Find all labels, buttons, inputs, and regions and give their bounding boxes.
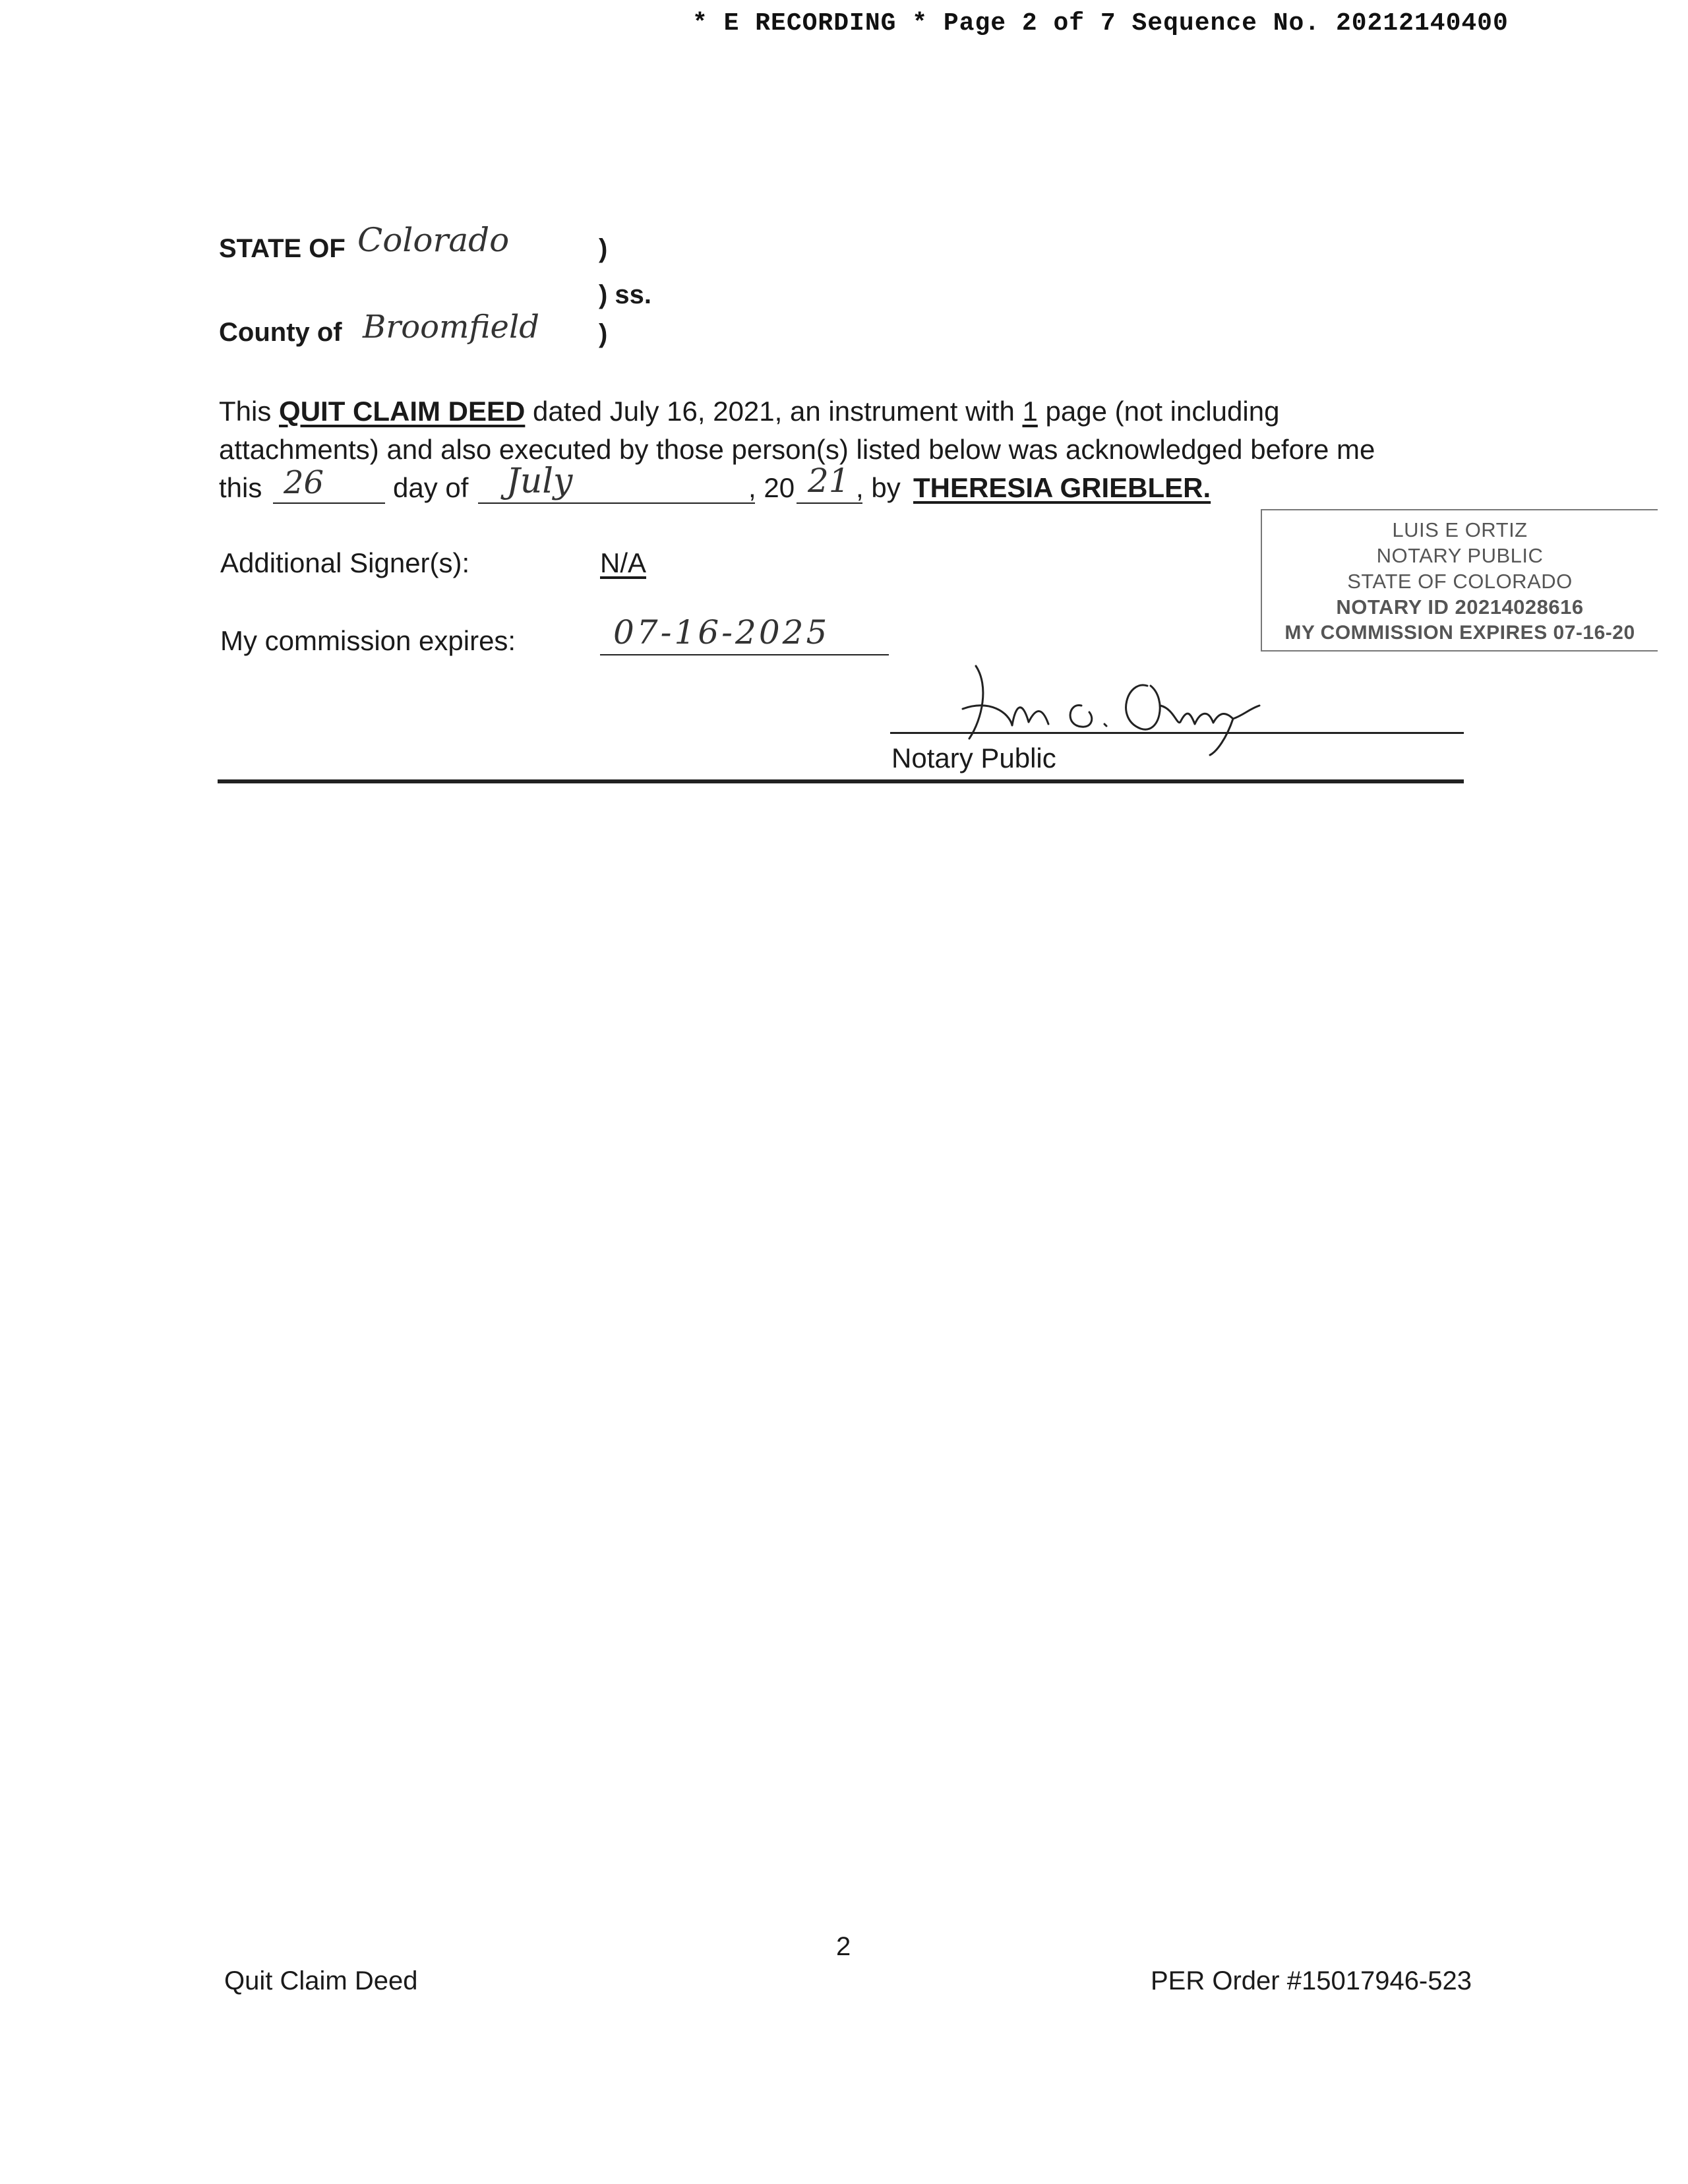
state-value: Colorado xyxy=(357,221,510,259)
county-value: Broomfield xyxy=(363,309,540,346)
ack-this-2: this xyxy=(219,472,262,503)
state-label: STATE OF xyxy=(219,234,346,263)
section-divider xyxy=(218,779,1464,783)
stamp-notary-id: NOTARY ID 20214028616 xyxy=(1336,595,1584,619)
additional-signers-label: Additional Signer(s): xyxy=(220,547,470,578)
stamp-state: STATE OF COLORADO xyxy=(1347,570,1573,593)
commission-underline xyxy=(600,654,889,655)
day-underline xyxy=(273,502,385,504)
stamp-title: NOTARY PUBLIC xyxy=(1376,544,1544,567)
ack-line-2: attachments) and also executed by those person(s) listed below was acknowledged before me xyxy=(219,434,1375,465)
month-value: July xyxy=(506,462,573,501)
page-number: 2 xyxy=(836,1932,851,1961)
ack-page-note: page (not including xyxy=(1045,396,1280,427)
year-underline xyxy=(797,502,862,504)
commission-value: 07-16-2025 xyxy=(613,613,830,652)
footer-document-name: Quit Claim Deed xyxy=(224,1966,418,1995)
commission-label: My commission expires: xyxy=(220,625,516,656)
notary-stamp xyxy=(1261,509,1658,652)
ack-day-of: day of xyxy=(393,472,469,503)
venue-paren-top: ) xyxy=(599,234,608,263)
signer-name: THERESIA GRIEBLER. xyxy=(913,472,1211,503)
stamp-expires: MY COMMISSION EXPIRES 07-16-20 xyxy=(1284,622,1635,644)
notary-public-caption: Notary Public xyxy=(891,743,1056,774)
day-value: 26 xyxy=(284,464,324,501)
county-label: County of xyxy=(219,318,342,347)
venue-paren-bottom: ) xyxy=(599,319,608,348)
ack-this: This xyxy=(219,396,272,427)
additional-signers-value: N/A xyxy=(600,547,647,578)
document-title: QUIT CLAIM DEED xyxy=(279,396,526,427)
recording-header: * E RECORDING * Page 2 of 7 Sequence No. 20212140400 xyxy=(692,9,1509,38)
notary-signature xyxy=(950,646,1292,758)
signature-line xyxy=(890,732,1464,734)
ack-line-1 xyxy=(219,396,1279,427)
footer-order-number: PER Order #15017946-523 xyxy=(1151,1966,1472,1995)
page-count: 1 xyxy=(1022,396,1038,427)
venue-ss: ) ss. xyxy=(599,280,652,309)
ack-dated: dated July 16, 2021, an instrument with xyxy=(533,396,1015,427)
ack-year-prefix: , 20 xyxy=(748,472,795,503)
ack-by: , by xyxy=(856,472,901,503)
year-value: 21 xyxy=(808,462,850,500)
month-underline xyxy=(478,502,755,504)
stamp-name: LUIS E ORTIZ xyxy=(1392,518,1528,541)
